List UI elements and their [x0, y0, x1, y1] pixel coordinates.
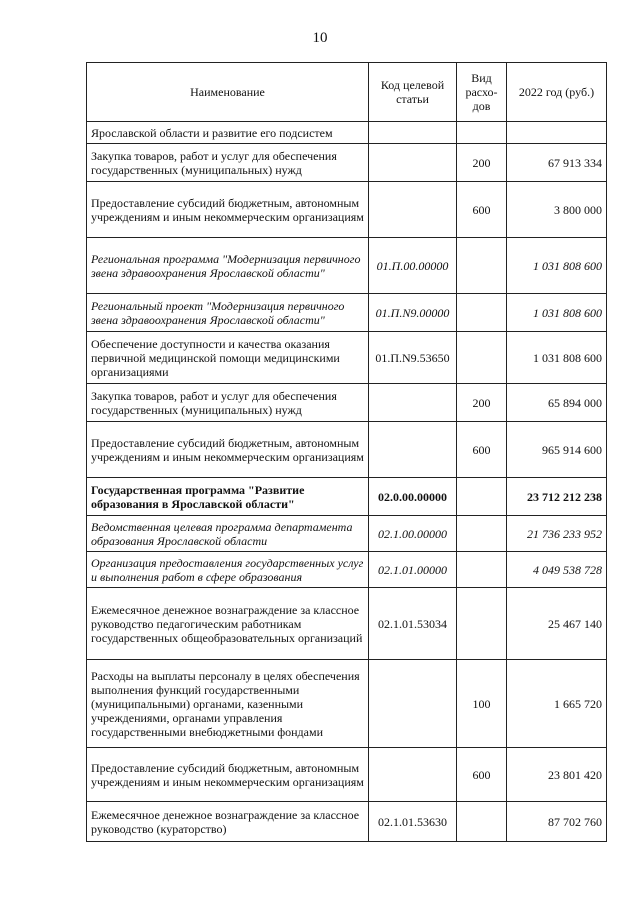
table-row [87, 122, 607, 144]
table-header-row [87, 63, 607, 122]
row-amount: 3 800 000 [507, 182, 607, 238]
table-row [87, 802, 607, 842]
header-amount: 2022 год (руб.) [507, 63, 607, 122]
row-kind [457, 516, 507, 552]
row-name: Расходы на выплаты персоналу в целях обеспечения выполнения функций государственными (муниципальными) органами, казенными учреждениями, органами управления государственными внебюджетными фондами [87, 660, 369, 748]
row-kind [457, 478, 507, 516]
table-row [87, 552, 607, 588]
row-name: Государственная программа "Развитие образования в Ярославской области" [87, 478, 369, 516]
row-kind [457, 802, 507, 842]
table-body [87, 122, 607, 842]
row-code: 01.П.00.00000 [369, 238, 457, 294]
header-name: Наименование [87, 63, 369, 122]
row-name: Предоставление субсидий бюджетным, автономным учреждениям и иным некоммерческим организациям [87, 182, 369, 238]
row-name: Закупка товаров, работ и услуг для обеспечения государственных (муниципальных) нужд [87, 384, 369, 422]
table-row [87, 748, 607, 802]
table-row [87, 660, 607, 748]
row-code: 02.1.01.53630 [369, 802, 457, 842]
row-code [369, 660, 457, 748]
row-amount: 67 913 334 [507, 144, 607, 182]
row-code: 02.0.00.00000 [369, 478, 457, 516]
table-row [87, 588, 607, 660]
row-kind [457, 588, 507, 660]
row-amount: 1 031 808 600 [507, 294, 607, 332]
table-row [87, 478, 607, 516]
row-name: Предоставление субсидий бюджетным, автономным учреждениям и иным некоммерческим организациям [87, 422, 369, 478]
row-code [369, 122, 457, 144]
row-code [369, 384, 457, 422]
row-kind: 600 [457, 182, 507, 238]
row-code: 01.П.N9.53650 [369, 332, 457, 384]
row-kind: 200 [457, 384, 507, 422]
budget-table [86, 62, 607, 842]
row-kind [457, 238, 507, 294]
row-code [369, 422, 457, 478]
header-code: Код целевой статьи [369, 63, 457, 122]
row-amount: 21 736 233 952 [507, 516, 607, 552]
row-code: 02.1.01.00000 [369, 552, 457, 588]
row-kind: 600 [457, 422, 507, 478]
row-amount: 65 894 000 [507, 384, 607, 422]
row-name: Организация предоставления государственных услуг и выполнения работ в сфере образования [87, 552, 369, 588]
row-name: Ежемесячное денежное вознаграждение за классное руководство (кураторство) [87, 802, 369, 842]
row-code [369, 748, 457, 802]
row-amount [507, 122, 607, 144]
row-kind [457, 332, 507, 384]
row-amount: 1 665 720 [507, 660, 607, 748]
row-name: Обеспечение доступности и качества оказания первичной медицинской помощи медицинскими организациями [87, 332, 369, 384]
table-row [87, 182, 607, 238]
header-kind: Вид расхо-дов [457, 63, 507, 122]
row-name: Ярославской области и развитие его подсистем [87, 122, 369, 144]
row-name: Ведомственная целевая программа департамента образования Ярославской области [87, 516, 369, 552]
row-amount: 4 049 538 728 [507, 552, 607, 588]
row-name: Предоставление субсидий бюджетным, автономным учреждениям и иным некоммерческим организациям [87, 748, 369, 802]
row-code: 02.1.01.53034 [369, 588, 457, 660]
row-name: Региональная программа "Модернизация первичного звена здравоохранения Ярославской области" [87, 238, 369, 294]
table-row [87, 144, 607, 182]
row-amount: 25 467 140 [507, 588, 607, 660]
row-amount: 87 702 760 [507, 802, 607, 842]
table-row [87, 238, 607, 294]
row-amount: 23 712 212 238 [507, 478, 607, 516]
row-code [369, 182, 457, 238]
row-kind: 100 [457, 660, 507, 748]
row-amount: 1 031 808 600 [507, 238, 607, 294]
table-row [87, 516, 607, 552]
table-row [87, 332, 607, 384]
row-kind: 600 [457, 748, 507, 802]
row-kind [457, 294, 507, 332]
table-row [87, 384, 607, 422]
row-code [369, 144, 457, 182]
row-name: Ежемесячное денежное вознаграждение за классное руководство педагогическим работникам государственных общеобразовательных организаций [87, 588, 369, 660]
row-code: 02.1.00.00000 [369, 516, 457, 552]
row-amount: 1 031 808 600 [507, 332, 607, 384]
row-amount: 965 914 600 [507, 422, 607, 478]
table-row [87, 294, 607, 332]
row-name: Региональный проект "Модернизация первичного звена здравоохранения Ярославской области" [87, 294, 369, 332]
page-number: 10 [312, 30, 328, 46]
table-row [87, 422, 607, 478]
row-amount: 23 801 420 [507, 748, 607, 802]
row-kind [457, 122, 507, 144]
row-kind: 200 [457, 144, 507, 182]
row-kind [457, 552, 507, 588]
row-name: Закупка товаров, работ и услуг для обеспечения государственных (муниципальных) нужд [87, 144, 369, 182]
row-code: 01.П.N9.00000 [369, 294, 457, 332]
